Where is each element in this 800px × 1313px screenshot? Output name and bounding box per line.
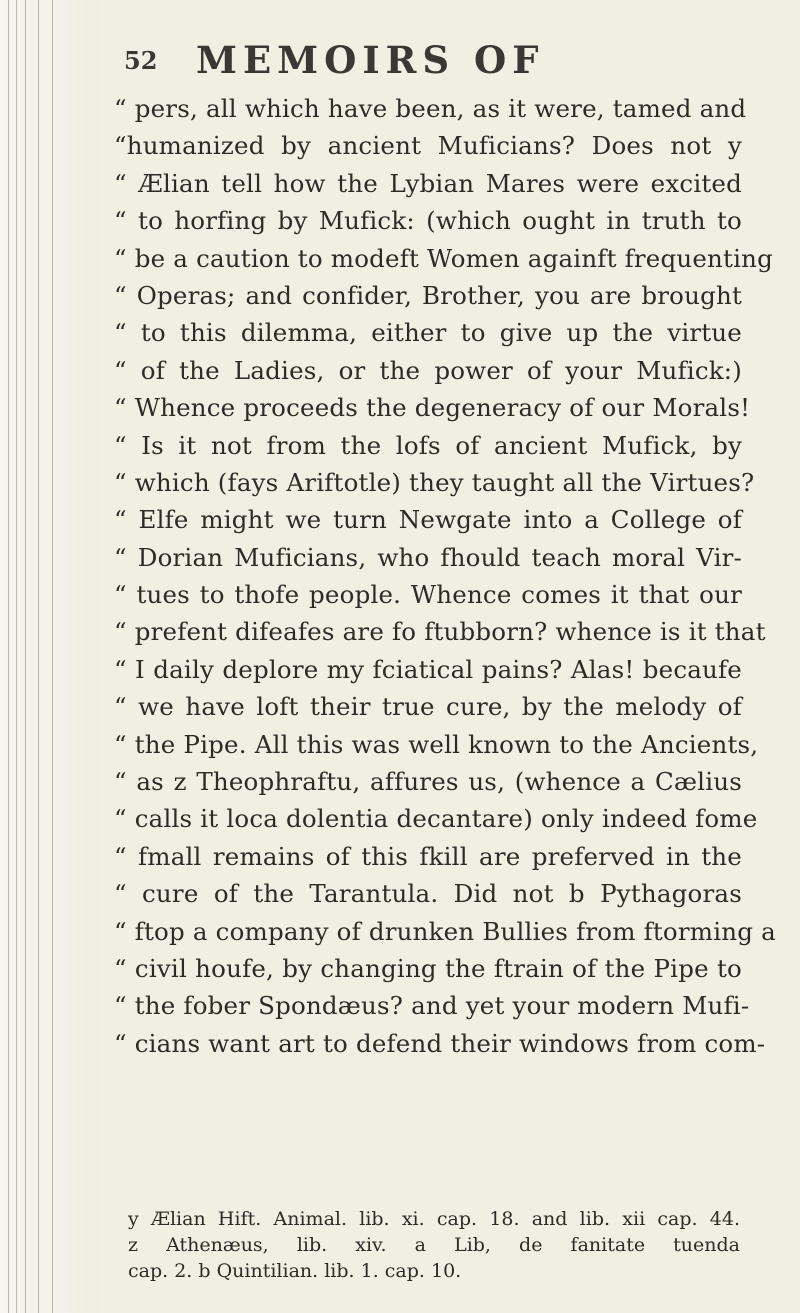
footnotes (128, 1206, 740, 1284)
text-line: “ Elfe might we turn Newgate into a College of (114, 505, 742, 535)
text-line: “ calls it loca dolentia decantare) only indeed fome (114, 804, 758, 834)
text-line: “ Whence proceeds the degeneracy of our Morals! (114, 393, 751, 423)
text-line: “ Dorian Muficians, who fhould teach moral Vir- (114, 542, 742, 572)
text-line: “ of the Ladies, or the power of your Mufick:) (114, 355, 742, 385)
gutter-rule (25, 0, 26, 1313)
text-line: “ be a caution to modeft Women againft frequenting (114, 243, 773, 273)
text-line: “ the Pipe. All this was well known to the Ancients, (114, 729, 759, 759)
gutter-rule (8, 0, 9, 1313)
text-line: “ civil houfe, by changing the ftrain of the Pipe to (114, 953, 742, 983)
text-line: “ Operas; and confider, Brother, you are brought (114, 280, 742, 310)
text-line: “ cians want art to defend their windows from com- (114, 1028, 766, 1058)
footnote: y Ælian Hift. Animal. lib. xi. cap. 18. and lib. xii cap. 44. (128, 1208, 740, 1230)
text-line: “ ftop a company of drunken Bullies from ftorming a (114, 916, 776, 946)
text-line: “ which (fays Ariftotle) they taught all the Virtues? (114, 467, 755, 497)
text-line: “ we have loft their true cure, by the melody of (114, 692, 742, 722)
text-line: “ prefent difeafes are fo ftubborn? whence is it that (114, 617, 766, 647)
text-line: “ tues to thofe people. Whence comes it that our (114, 580, 742, 610)
text-line: “humanized by ancient Muficians? Does not y (114, 131, 742, 161)
text-line: “ pers, all which have been, as it were, tamed and (114, 94, 747, 123)
running-head: MEMOIRS OF (196, 38, 545, 82)
text-line: “ to this dilemma, either to give up the virtue (114, 318, 742, 348)
body-text (114, 90, 776, 1062)
text-line: “ I daily deplore my fciatical pains? Alas! becaufe (114, 654, 742, 684)
page-header (124, 38, 724, 86)
gutter-rule (52, 0, 53, 1313)
text-line: “ Ælian tell how the Lybian Mares were excited (114, 168, 742, 198)
text-line: “ fmall remains of this fkill are preferved in the (114, 841, 742, 871)
footnote: cap. 2. b Quintilian. lib. 1. cap. 10. (128, 1260, 462, 1282)
text-line: “ as z Theophraftu, affures us, (whence a Cælius (114, 767, 742, 797)
gutter-rule (16, 0, 17, 1313)
footnote: z Athenæus, lib. xiv. a Lib, de fanitate tuenda (128, 1234, 740, 1256)
text-line: “ cure of the Tarantula. Did not b Pythagoras (114, 879, 742, 909)
page-gutter (0, 0, 100, 1313)
gutter-rule (38, 0, 39, 1313)
text-line: “ the fober Spondæus? and yet your modern Mufi- (114, 991, 750, 1021)
text-line: “ to horfing by Mufick: (which ought in truth to (114, 206, 742, 236)
page-number: 52 (124, 46, 158, 75)
text-line: “ Is it not from the lofs of ancient Mufick, by (114, 430, 742, 460)
